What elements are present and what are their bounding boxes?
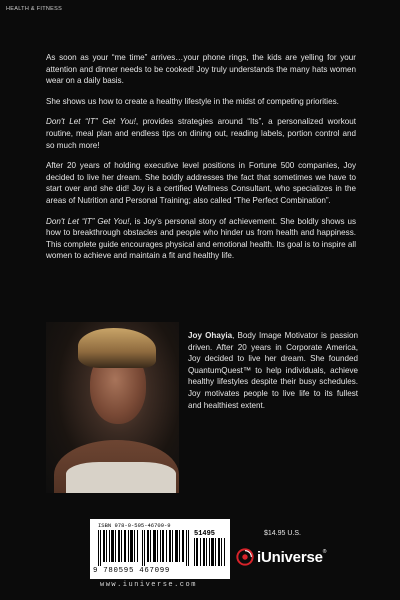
blurb-paragraph (46, 116, 356, 151)
author-photo-dress (66, 462, 176, 493)
blurb-paragraph (46, 216, 356, 262)
registered-mark: ® (322, 548, 327, 555)
isbn-label: ISBN 978-0-595-46709-9 (98, 522, 171, 529)
author-bio (188, 330, 358, 411)
author-photo-hair (78, 328, 156, 368)
back-cover-blurb (46, 52, 356, 271)
book-title: Don't Let “IT” Get You! (46, 216, 130, 226)
publisher-swirl-icon (236, 548, 254, 566)
author-photo (46, 322, 179, 493)
barcode-addon-bars (194, 538, 226, 566)
book-title: Don't Let “IT” Get You! (46, 117, 136, 127)
author-name: Joy Ohayia (188, 331, 233, 340)
category-label: HEALTH & FITNESS (6, 6, 63, 12)
blurb-text: , provides strategies around “Its”, a personalized workout routine, meal plan and endless tips on dining out, reading labels, portion control and so much more! (46, 117, 357, 150)
blurb-paragraph: As soon as your “me time” arrives…your phone rings, the kids are yelling for your attention and dinner needs to be cooked! Joy truly understands the many hats women wear on a daily basis. (46, 53, 356, 86)
blurb-paragraph: She shows us how to create a healthy lifestyle in the midst of competing priorities. (46, 96, 339, 106)
ean-digits: 9 780595 467099 (93, 567, 171, 575)
publisher-logo (236, 547, 326, 567)
publisher-name (257, 549, 326, 566)
barcode (90, 519, 230, 579)
barcode-addon-digits: 51495 (194, 530, 216, 538)
blurb-paragraph: After 20 years of holding executive level positions in Fortune 500 companies, Joy decided to live her dream. She boldly addresses the fact that sometimes we have to start over and she did! Joy is a certified Wellness Consultant, who specializes in the areas of Nutrition and Personal Training; also called “The Perfect Combination”. (46, 161, 356, 205)
publisher-name-text: iUniverse (257, 548, 323, 566)
barcode-bars (98, 530, 190, 566)
blurb-text: , is Joy’s personal story of achievement. She boldly shows us how to breakthrough obstacles and people who hinder us from health and happiness. This complete guide encourages physical and emotional health. Its goal is to inspire all women to achieve and maintain a fit and healthy life. (46, 216, 357, 261)
publisher-website: www.iuniverse.com (100, 581, 197, 589)
price-label: $14.95 U.S. (264, 530, 301, 537)
author-bio-text: , Body Image Motivator is passion driven. After 20 years in Corporate America, Joy decided to live her dream. She founded QuantumQuest™ to help individuals, achieve healthy lifestyles despite their busy schedules. Joy motivates people to live life to its fullest and healthiest extent. (188, 331, 358, 410)
